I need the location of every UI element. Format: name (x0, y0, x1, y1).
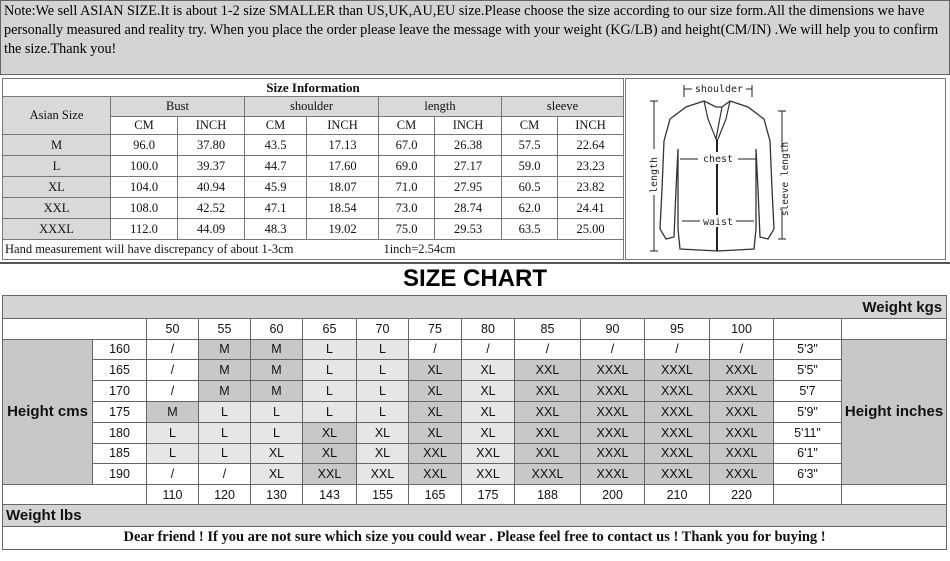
contact-footer: Dear friend ! If you are not sure which size you could wear . Please feel free to contact us ! Thank you for buying ! (3, 526, 947, 549)
size-info-row (3, 177, 624, 198)
weight-kg-cell: 85 (515, 319, 581, 339)
size-chart-row (3, 339, 947, 360)
asian-size-header: Asian Size (3, 97, 111, 135)
measurement-cell: 22.64 (558, 135, 624, 156)
measurement-cell: 27.17 (435, 156, 502, 177)
measurement-cell: 59.0 (502, 156, 558, 177)
weight-kg-cell: 50 (147, 319, 199, 339)
measurement-cell: 19.02 (307, 219, 379, 240)
shoulder-label: shoulder (694, 84, 744, 95)
size-cell: L (303, 339, 357, 360)
measurement-cell: 42.52 (178, 198, 245, 219)
size-cell: XL (357, 443, 409, 464)
chest-label: chest (702, 154, 734, 165)
weight-lb-cell: 155 (357, 485, 409, 505)
unit-cell: CM (111, 117, 178, 135)
size-cell: XXL (515, 381, 581, 402)
unit-cell: INCH (558, 117, 624, 135)
size-cell: L (303, 360, 357, 381)
size-cell: / (147, 360, 199, 381)
weight-kg-cell: 70 (357, 319, 409, 339)
measurement-cell: 17.13 (307, 135, 379, 156)
size-cell: XXXL (710, 464, 774, 485)
size-cell: XXL (409, 443, 462, 464)
size-cell: XXL (515, 422, 581, 443)
size-cell: XXXL (710, 381, 774, 402)
size-cell: XXXL (581, 443, 645, 464)
size-chart-table (2, 295, 947, 550)
size-cell: L (199, 401, 251, 422)
measurement-cell: 62.0 (502, 198, 558, 219)
height-cm-cell: 180 (93, 422, 147, 443)
size-cell: / (645, 339, 710, 360)
weight-lb-cell: 210 (645, 485, 710, 505)
length-header: length (379, 97, 502, 117)
size-cell: XXL (462, 464, 515, 485)
size-cell: M (147, 401, 199, 422)
size-cell: L (147, 443, 199, 464)
measurement-cell: 45.9 (245, 177, 307, 198)
unit-cell: INCH (435, 117, 502, 135)
inch-conversion: 1inch=2.54cm (383, 242, 456, 256)
size-info-row (3, 198, 624, 219)
size-cell: XXXL (710, 443, 774, 464)
size-cell: M (199, 381, 251, 402)
measurement-cell: 57.5 (502, 135, 558, 156)
size-cell: XXL (409, 464, 462, 485)
sleeve-header: sleeve (502, 97, 624, 117)
measurement-cell: 25.00 (558, 219, 624, 240)
size-cell: XL (303, 443, 357, 464)
corner-cell (3, 319, 147, 339)
height-cm-cell: 165 (93, 360, 147, 381)
corner-cell (774, 319, 842, 339)
size-cell: XXXL (581, 422, 645, 443)
size-chart-row (3, 360, 947, 381)
unit-cell: INCH (178, 117, 245, 135)
size-cell: XL (409, 401, 462, 422)
weight-kg-cell: 60 (251, 319, 303, 339)
height-inch-cell: 6'1" (774, 443, 842, 464)
size-cell: XL (251, 464, 303, 485)
size-cell: / (147, 339, 199, 360)
size-chart-title: SIZE CHART (403, 265, 547, 292)
size-cell: L (357, 401, 409, 422)
size-cell: L (357, 360, 409, 381)
waist-label: waist (702, 217, 734, 228)
size-cell: XXXL (515, 464, 581, 485)
size-cell: M (199, 360, 251, 381)
unit-cell: CM (379, 117, 435, 135)
height-inch-cell: 5'9" (774, 401, 842, 422)
weight-lb-cell: 130 (251, 485, 303, 505)
size-info-row (3, 156, 624, 177)
weight-kg-cell: 95 (645, 319, 710, 339)
weight-lb-cell: 200 (581, 485, 645, 505)
size-cell: XXXL (645, 464, 710, 485)
measurement-cell: 73.0 (379, 198, 435, 219)
size-cell: L (199, 422, 251, 443)
size-cell: XXL (515, 443, 581, 464)
measurement-cell: 37.80 (178, 135, 245, 156)
weight-kg-cell: 55 (199, 319, 251, 339)
size-cell: XXXL (710, 360, 774, 381)
size-cell: XXXL (581, 360, 645, 381)
size-cell: L (251, 401, 303, 422)
weight-lb-cell: 110 (147, 485, 199, 505)
size-cell: XL (462, 422, 515, 443)
size-information-table (2, 78, 624, 260)
size-label-cell: XL (3, 177, 111, 198)
size-cell: XXXL (581, 381, 645, 402)
size-cell: / (710, 339, 774, 360)
height-cm-cell: 185 (93, 443, 147, 464)
measurement-cell: 44.7 (245, 156, 307, 177)
weight-lb-cell: 220 (710, 485, 774, 505)
sleeve-length-label: sleeve length (780, 141, 791, 217)
height-cm-cell: 170 (93, 381, 147, 402)
measurement-note: Hand measurement will have discrepancy of about 1-3cm (5, 242, 294, 256)
measurement-cell: 60.5 (502, 177, 558, 198)
size-cell: M (199, 339, 251, 360)
size-label-cell: M (3, 135, 111, 156)
measurement-cell: 18.07 (307, 177, 379, 198)
size-cell: L (251, 422, 303, 443)
corner-cell (774, 485, 842, 505)
length-label: length (649, 156, 660, 194)
size-cell: M (251, 381, 303, 402)
height-cm-cell: 175 (93, 401, 147, 422)
corner-cell (3, 485, 147, 505)
unit-cell: CM (245, 117, 307, 135)
size-cell: / (147, 464, 199, 485)
measurement-cell: 23.23 (558, 156, 624, 177)
size-cell: L (357, 381, 409, 402)
size-cell: XXXL (645, 360, 710, 381)
size-cell: / (199, 464, 251, 485)
shirt-illustration (626, 79, 945, 259)
size-label-cell: XXXL (3, 219, 111, 240)
size-cell: / (147, 381, 199, 402)
size-info-footer (3, 240, 624, 260)
unit-cell: INCH (307, 117, 379, 135)
size-cell: / (581, 339, 645, 360)
size-cell: XL (357, 422, 409, 443)
size-cell: / (515, 339, 581, 360)
measurement-cell: 48.3 (245, 219, 307, 240)
size-cell: L (357, 339, 409, 360)
size-cell: XXXL (645, 401, 710, 422)
size-cell: XL (409, 360, 462, 381)
size-cell: XL (409, 422, 462, 443)
measurement-cell: 28.74 (435, 198, 502, 219)
size-cell: XXXL (710, 401, 774, 422)
measurement-cell: 17.60 (307, 156, 379, 177)
weight-lb-cell: 143 (303, 485, 357, 505)
size-info-row (3, 219, 624, 240)
measurement-cell: 63.5 (502, 219, 558, 240)
weight-lbs-header: Weight lbs (3, 505, 947, 526)
size-cell: XL (303, 422, 357, 443)
measurement-cell: 100.0 (111, 156, 178, 177)
measurement-cell: 23.82 (558, 177, 624, 198)
height-inches-label: Height inches (842, 339, 947, 485)
measurement-cell: 26.38 (435, 135, 502, 156)
weight-kg-cell: 65 (303, 319, 357, 339)
measurement-cell: 104.0 (111, 177, 178, 198)
measurement-cell: 71.0 (379, 177, 435, 198)
measurement-cell: 44.09 (178, 219, 245, 240)
measurement-cell: 75.0 (379, 219, 435, 240)
size-info-row (3, 135, 624, 156)
size-cell: L (303, 401, 357, 422)
height-inch-cell: 5'3" (774, 339, 842, 360)
measurement-cell: 108.0 (111, 198, 178, 219)
weight-kgs-header: Weight kgs (3, 296, 947, 319)
measurement-cell: 67.0 (379, 135, 435, 156)
size-chart-row (3, 464, 947, 485)
size-cell: XXXL (581, 401, 645, 422)
size-cell: XXL (515, 401, 581, 422)
height-inch-cell: 6'3" (774, 464, 842, 485)
corner-cell (842, 319, 947, 339)
measurement-cell: 24.41 (558, 198, 624, 219)
size-cell: XXL (462, 443, 515, 464)
weight-lb-cell: 165 (409, 485, 462, 505)
measurement-cell: 43.5 (245, 135, 307, 156)
measurement-cell: 47.1 (245, 198, 307, 219)
size-chart-row (3, 443, 947, 464)
height-inch-cell: 5'5" (774, 360, 842, 381)
size-cell: L (199, 443, 251, 464)
height-inch-cell: 5'11" (774, 422, 842, 443)
shirt-diagram (625, 78, 946, 260)
size-cell: XXXL (645, 443, 710, 464)
size-cell: XXXL (710, 422, 774, 443)
shoulder-header: shoulder (245, 97, 379, 117)
weight-kg-cell: 90 (581, 319, 645, 339)
measurement-cell: 40.94 (178, 177, 245, 198)
measurement-cell: 39.37 (178, 156, 245, 177)
size-info-title: Size Information (3, 79, 624, 97)
weight-kg-cell: 100 (710, 319, 774, 339)
size-cell: / (409, 339, 462, 360)
size-cell: / (462, 339, 515, 360)
size-cell: XL (251, 443, 303, 464)
height-cms-label: Height cms (3, 339, 93, 485)
size-cell: L (303, 381, 357, 402)
measurement-cell: 27.95 (435, 177, 502, 198)
weight-lb-cell: 120 (199, 485, 251, 505)
size-cell: XL (462, 381, 515, 402)
size-cell: XXXL (645, 422, 710, 443)
size-cell: XL (462, 360, 515, 381)
weight-lb-cell: 175 (462, 485, 515, 505)
size-cell: M (251, 339, 303, 360)
bust-header: Bust (111, 97, 245, 117)
height-inch-cell: 5'7 (774, 381, 842, 402)
size-cell: XXL (357, 464, 409, 485)
size-cell: XXL (515, 360, 581, 381)
size-chart-row (3, 401, 947, 422)
size-cell: L (147, 422, 199, 443)
size-cell: XL (462, 401, 515, 422)
weight-kg-cell: 75 (409, 319, 462, 339)
measurement-cell: 69.0 (379, 156, 435, 177)
measurement-cell: 29.53 (435, 219, 502, 240)
unit-cell: CM (502, 117, 558, 135)
size-cell: XXL (303, 464, 357, 485)
size-chart-row (3, 381, 947, 402)
size-note: Note:We sell ASIAN SIZE.It is about 1-2 size SMALLER than US,UK,AU,EU size.Please choose the size according to our size form.All the dimensions we have personally measured and reality try. When you place the order please leave the message with your weight (KG/LB) and height(CM/IN) .We will help you to confirm the size.Thank you! (0, 0, 950, 75)
corner-cell (842, 485, 947, 505)
measurement-cell: 112.0 (111, 219, 178, 240)
size-cell: M (251, 360, 303, 381)
weight-kg-cell: 80 (462, 319, 515, 339)
size-cell: XXXL (581, 464, 645, 485)
size-chart-row (3, 422, 947, 443)
height-cm-cell: 190 (93, 464, 147, 485)
size-cell: XL (409, 381, 462, 402)
weight-lb-cell: 188 (515, 485, 581, 505)
size-label-cell: XXL (3, 198, 111, 219)
measurement-cell: 18.54 (307, 198, 379, 219)
measurement-cell: 96.0 (111, 135, 178, 156)
size-cell: XXXL (645, 381, 710, 402)
height-cm-cell: 160 (93, 339, 147, 360)
size-label-cell: L (3, 156, 111, 177)
